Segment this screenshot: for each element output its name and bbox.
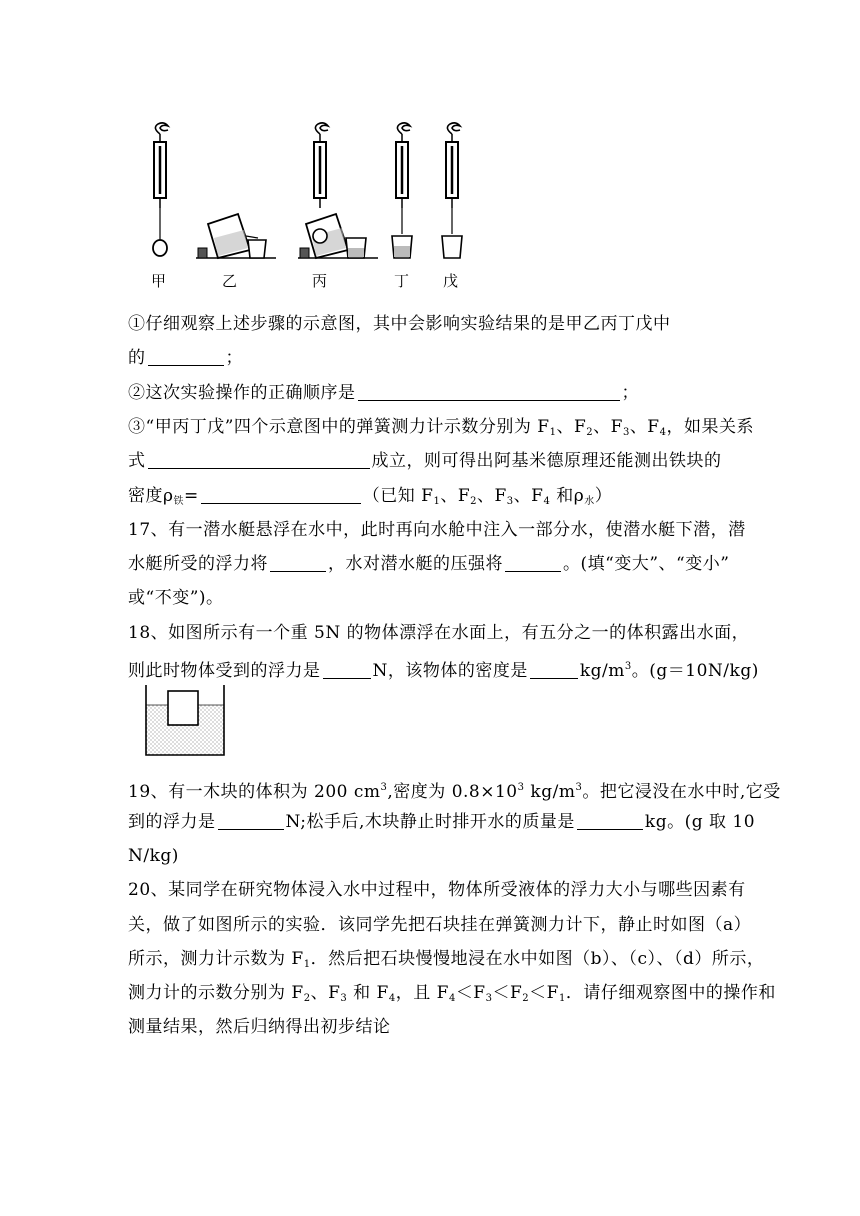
q16-blank-1[interactable] bbox=[148, 349, 224, 366]
label-yi: 乙 bbox=[222, 272, 238, 290]
q16-line-5: 式 成立，则可得出阿基米德原理还能测出铁块的 bbox=[128, 451, 722, 471]
label-ding: 丁 bbox=[394, 272, 410, 290]
label-wu: 戊 bbox=[443, 272, 459, 290]
q17-blank-1[interactable] bbox=[270, 555, 326, 572]
q18-line-2: 则此时物体受到的浮力是 N，该物体的密度是 $kg/m^3$。(g＝10N/kg) bbox=[128, 661, 759, 681]
q16-line-1: ①仔细观察上述步骤的示意图，其中会影响实验结果的是甲乙丙丁戊中 bbox=[128, 314, 671, 334]
q20-line-3: 所示，测力计示数为 $F_1$．然后把石块慢慢地浸在水中如图（b）、（c）、（d）所示， bbox=[128, 949, 765, 970]
q19-blank-1[interactable] bbox=[218, 813, 284, 830]
q19-line-1: 19、有一木块的体积为 200 $cm^3$,密度为 $0.8\times 10^3$ $kg/m^3$。把它浸没在水中时,它受 bbox=[128, 782, 781, 802]
q19-line-2: 到的浮力是 N;松手后,木块静止时排开水的质量是 kg。(g 取 10 bbox=[128, 812, 756, 832]
q20-line-2: 关，做了如图所示的实验．该同学先把石块挂在弹簧测力计下，静止时如图（a） bbox=[128, 915, 752, 935]
step-jia-sketch bbox=[153, 123, 168, 256]
q19-line-3: N/kg) bbox=[128, 846, 179, 866]
q20-line-4: 测力计的示数分别为 $F_2$、$F_3$ 和 $F_4$，且 $F_4<F_3<F_2<F_1$．请仔细观察图中的操作和 bbox=[128, 983, 776, 1004]
q17-blank-2[interactable] bbox=[505, 555, 561, 572]
q16-blank-2[interactable] bbox=[358, 384, 620, 401]
q16-blank-3[interactable] bbox=[148, 452, 370, 469]
step-wu-sketch bbox=[442, 123, 462, 258]
q16-line-6: 密度$\rho_铁=$ （已知 $F_1$、$F_2$、$F_3$、$F_4$ 和$\rho_水$） bbox=[128, 486, 613, 507]
q17-line-3: 或“不变”)。 bbox=[128, 588, 224, 608]
experiment-steps-figure bbox=[138, 118, 478, 293]
q20-line-1: 20、某同学在研究物体浸入水中过程中，物体所受液体的浮力大小与哪些因素有 bbox=[128, 880, 746, 900]
label-bing: 丙 bbox=[312, 272, 328, 290]
label-jia: 甲 bbox=[151, 272, 167, 290]
step-ding-sketch bbox=[392, 123, 412, 258]
q17-line-2: 水艇所受的浮力将 ，水对潜水艇的压强将 。(填“变大”、“变小” bbox=[128, 554, 730, 574]
q16-blank-4[interactable] bbox=[201, 487, 361, 504]
q16-line-3: ②这次实验操作的正确顺序是 ； bbox=[128, 383, 639, 403]
q18-line-1: 18、如图所示有一个重 5N 的物体漂浮在水面上，有五分之一的体积露出水面， bbox=[128, 623, 750, 643]
q18-blank-1[interactable] bbox=[323, 662, 371, 679]
q19-blank-2[interactable] bbox=[577, 813, 643, 830]
q16-line-2: 的 ； bbox=[128, 348, 243, 368]
step-yi-sketch bbox=[196, 214, 276, 258]
q17-line-1: 17、有一潜水艇悬浮在水中，此时再向水舱中注入一部分水，使潜水艇下潜，潜 bbox=[128, 520, 746, 540]
floating-block-figure bbox=[138, 683, 234, 759]
step-bing-sketch bbox=[298, 123, 378, 258]
q16-line-4: ③“甲丙丁戊”四个示意图中的弹簧测力计示数分别为 $F_1$、$F_2$、$F_3$、$F_4$，如果关系 bbox=[128, 417, 754, 438]
q20-line-5: 测量结果，然后归纳得出初步结论 bbox=[128, 1017, 391, 1037]
q18-blank-2[interactable] bbox=[530, 662, 578, 679]
